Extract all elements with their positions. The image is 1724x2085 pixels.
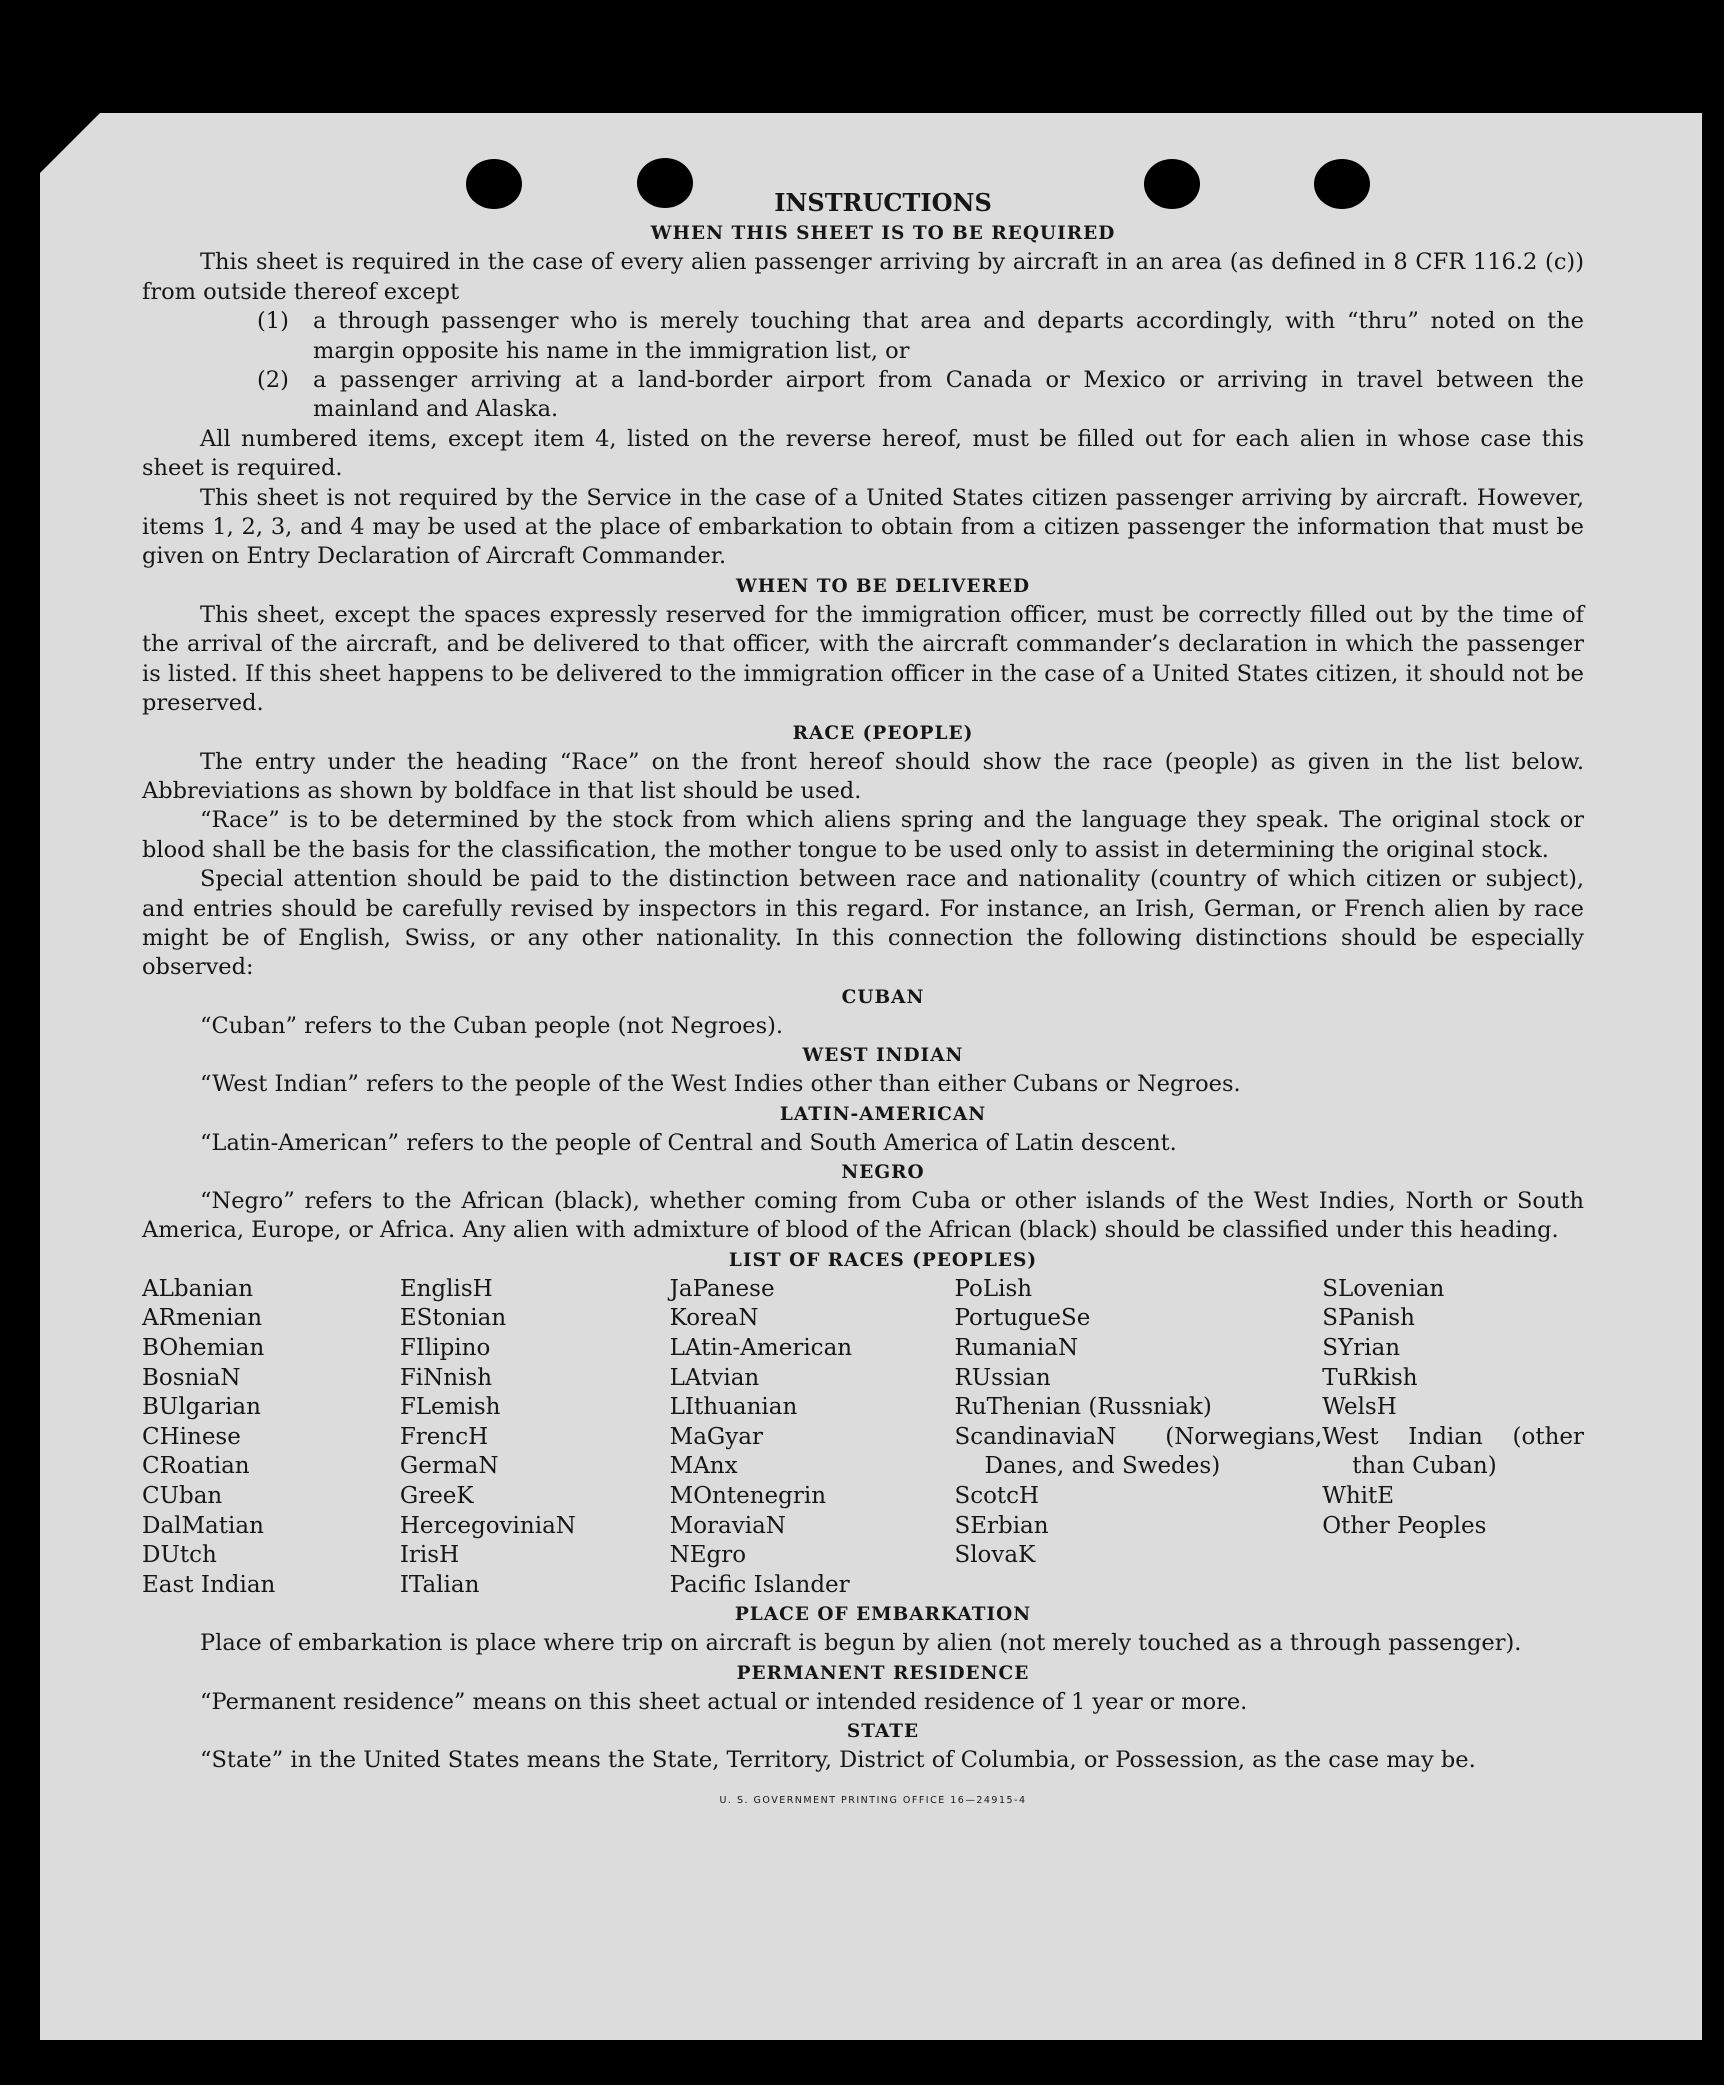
race-column: [400, 1275, 670, 1601]
definition: “Cuban” refers to the Cuban people (not Negroes).: [200, 1012, 784, 1039]
section-heading: RACE (PEOPLE): [792, 722, 974, 744]
paragraph: “Race” is to be determined by the stock from which aliens spring and the language they speak. The original stock or blood shall be the basis for the classification, the mother tongue to be used only to assist in determining the original stock.: [142, 807, 1584, 863]
race-entry: SYrian: [1322, 1334, 1401, 1361]
paragraph: This sheet, except the spaces expressly reserved for the immigration officer, must be correctly filled out by the time of the arrival of the aircraft, and be delivered to that officer, with the aircraft commander’s declaration in which the passenger is listed. If this sheet happens to be delivered to the immigration officer in the case of a United States citizen, it should not be preserved.: [142, 601, 1584, 717]
race-entry: MoraviaN: [669, 1512, 786, 1539]
race-entry: LIthuanian: [669, 1394, 798, 1421]
section-heading: WHEN THIS SHEET IS TO BE REQUIRED: [650, 223, 1116, 245]
section-heading: LATIN-AMERICAN: [779, 1103, 987, 1125]
race-entry: WelsH: [1322, 1394, 1397, 1421]
race-entry: ITalian: [399, 1571, 480, 1598]
race-entry: CRoatian: [142, 1453, 250, 1480]
race-entry: KoreaN: [669, 1305, 759, 1332]
race-column: [1322, 1275, 1584, 1601]
race-entry: DalMatian: [142, 1512, 264, 1539]
section-heading: LIST OF RACES (PEOPLES): [728, 1249, 1038, 1271]
race-entry: DUtch: [142, 1542, 217, 1569]
race-entry: FrencH: [399, 1423, 489, 1450]
section-heading: NEGRO: [841, 1161, 925, 1183]
item-number: (1): [257, 308, 289, 335]
race-entry: ScandinaviaN (Norwegians, Danes, and Swedes): [954, 1423, 1323, 1480]
torn-corner: [40, 113, 100, 173]
race-entry: Pacific Islander: [669, 1571, 850, 1598]
race-entry: FIlipino: [399, 1334, 491, 1361]
race-entry: MAnx: [669, 1453, 738, 1480]
item-text: a through passenger who is merely touching that area and departs accordingly, with “thru” noted on the margin opposite his name in the immigration list, or: [313, 308, 1584, 364]
race-entry: RUssian: [954, 1364, 1051, 1391]
definition: Place of embarkation is place where trip on aircraft is begun by alien (not merely touched as a through passenger).: [200, 1630, 1522, 1657]
paragraph: Special attention should be paid to the distinction between race and nationality (country of which citizen or subject), and entries should be carefully revised by inspectors in this regard. For instance, an Irish, German, or French alien by race might be of English, Swiss, or any other nationality. In this connection the following distinctions should be especially observed:: [142, 866, 1584, 981]
race-entry: ScotcH: [954, 1482, 1040, 1509]
race-column: [142, 1275, 400, 1601]
race-entry: SlovaK: [954, 1542, 1036, 1569]
section-heading: PLACE OF EMBARKATION: [734, 1604, 1032, 1626]
race-entry: SLovenian: [1322, 1275, 1445, 1302]
paragraph: This sheet is not required by the Service in the case of a United States citizen passenger arriving by aircraft. However, items 1, 2, 3, and 4 may be used at the place of embarkation to obtain from a citizen passenger the information that must be given on Entry Declaration of Aircraft Commander.: [142, 484, 1584, 570]
paragraph: All numbered items, except item 4, listed on the reverse hereof, must be filled out for each alien in whose case this sheet is required.: [142, 425, 1584, 482]
form-sheet: [40, 113, 1702, 2040]
race-entry: East Indian: [142, 1571, 276, 1598]
item-text: a passenger arriving at a land-border airport from Canada or Mexico or arriving in travel between the mainland and Alaska.: [313, 367, 1584, 423]
definition: “Permanent residence” means on this sheet actual or intended residence of 1 year or more.: [200, 1688, 1248, 1715]
race-entry: West Indian (other than Cuban): [1322, 1423, 1584, 1480]
definition: “West Indian” refers to the people of the West Indies other than either Cubans or Negroes.: [200, 1071, 1241, 1098]
race-entry: ALbanian: [142, 1275, 254, 1302]
document-body: [142, 188, 1584, 1815]
race-entry: BosniaN: [142, 1364, 241, 1391]
race-entry: RumaniaN: [954, 1334, 1079, 1361]
race-entry: LAtvian: [669, 1364, 760, 1391]
race-entry: EStonian: [399, 1305, 507, 1332]
race-entry: BUlgarian: [142, 1394, 261, 1421]
race-entry: SErbian: [954, 1512, 1049, 1539]
paragraph: This sheet is required in the case of every alien passenger arriving by aircraft in an area (as defined in 8 CFR 116.2 (c)) from outside thereof except: [142, 249, 1584, 305]
exception-item: [257, 307, 1584, 366]
race-entry: Other Peoples: [1322, 1512, 1487, 1539]
race-list: [142, 1275, 1584, 1601]
paragraph: The entry under the heading “Race” on the front hereof should show the race (people) as given in the list below. Abbreviations as shown by boldface in that list should be used.: [142, 748, 1584, 804]
section-heading: CUBAN: [841, 986, 925, 1008]
race-entry: ARmenian: [142, 1305, 263, 1332]
race-entry: PoLish: [954, 1275, 1033, 1302]
race-entry: WhitE: [1322, 1482, 1395, 1509]
race-entry: LAtin-American: [669, 1334, 853, 1361]
race-entry: SPanish: [1322, 1305, 1415, 1332]
race-entry: GreeK: [399, 1482, 474, 1509]
section-heading: WHEN TO BE DELIVERED: [736, 575, 1030, 597]
printer-imprint: U. S. GOVERNMENT PRINTING OFFICE 16—24915-4: [719, 1794, 1027, 1806]
section-heading: WEST INDIAN: [802, 1045, 964, 1067]
race-entry: CUban: [142, 1482, 223, 1509]
race-entry: GermaN: [399, 1453, 499, 1480]
definition: “State” in the United States means the State, Territory, District of Columbia, or Possession, as the case may be.: [200, 1747, 1476, 1774]
item-number: (2): [257, 367, 289, 394]
section-heading: STATE: [846, 1721, 920, 1743]
race-entry: TuRkish: [1322, 1364, 1418, 1391]
race-entry: CHinese: [142, 1423, 241, 1450]
race-entry: EnglisH: [399, 1275, 493, 1302]
section-heading: PERMANENT RESIDENCE: [736, 1662, 1030, 1684]
document-title: INSTRUCTIONS: [774, 188, 992, 217]
race-entry: PortugueSe: [954, 1305, 1091, 1332]
race-entry: NEgro: [669, 1542, 747, 1569]
race-entry: MOntenegrin: [669, 1482, 827, 1509]
exception-item: [257, 366, 1584, 425]
definition: “Negro” refers to the African (black), whether coming from Cuba or other islands of the West Indies, North or South America, Europe, or Africa. Any alien with admixture of blood of the African (black) should be classified under this heading.: [142, 1187, 1584, 1244]
race-column: [670, 1275, 955, 1601]
race-entry: MaGyar: [669, 1423, 763, 1450]
race-entry: BOhemian: [142, 1334, 265, 1361]
race-column: [954, 1275, 1322, 1601]
race-entry: RuThenian (Russniak): [954, 1394, 1212, 1421]
race-entry: IrisH: [399, 1542, 460, 1569]
race-entry: HercegoviniaN: [399, 1512, 576, 1539]
race-entry: JaPanese: [669, 1275, 775, 1302]
race-entry: FLemish: [399, 1394, 501, 1421]
race-entry: FiNnish: [399, 1364, 493, 1391]
definition: “Latin-American” refers to the people of Central and South America of Latin descent.: [200, 1129, 1177, 1156]
